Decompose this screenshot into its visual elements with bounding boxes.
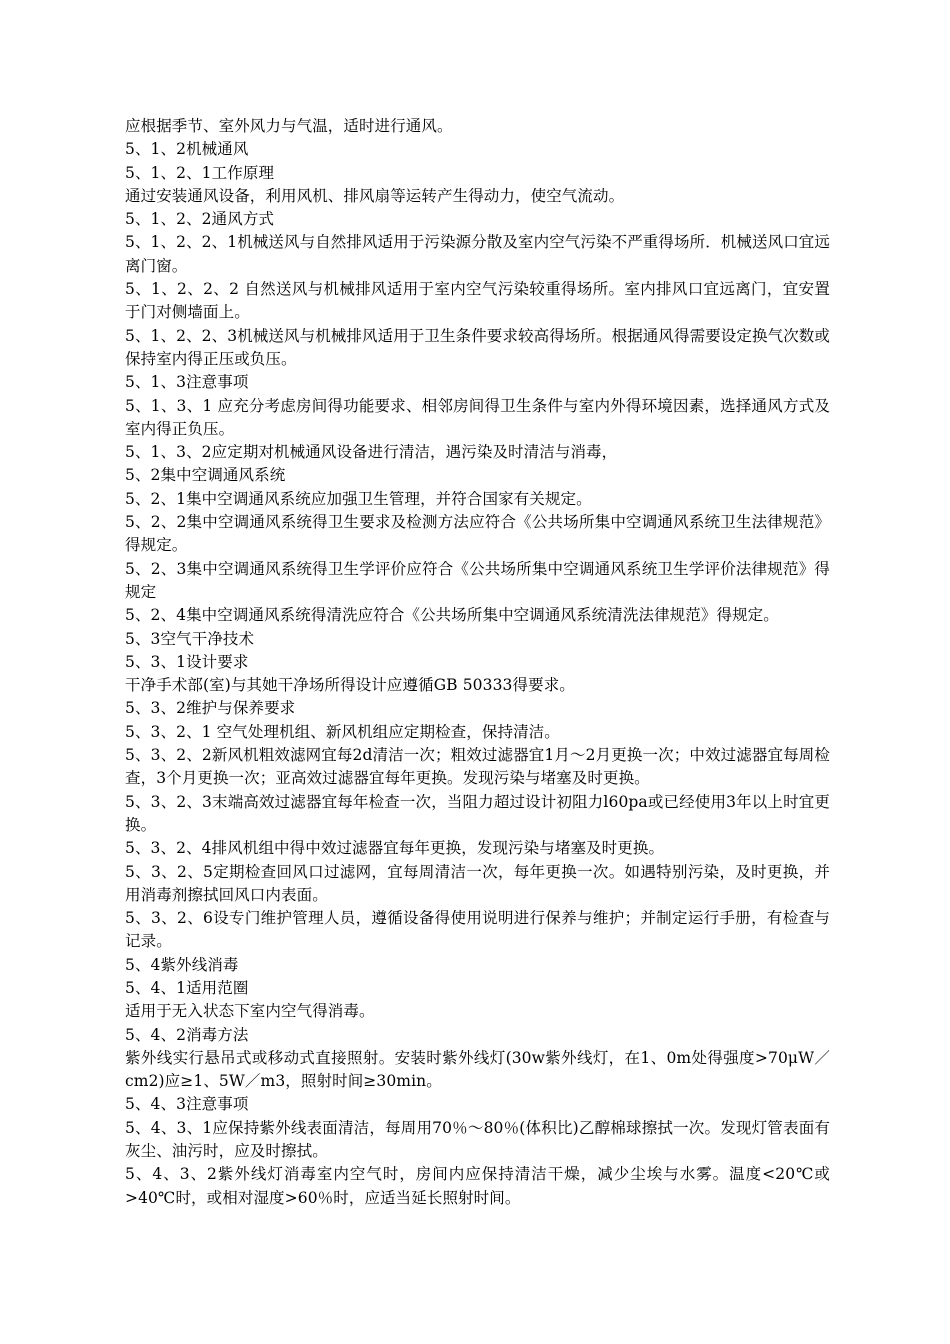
section-heading: 5、1、3注意事项 — [125, 373, 249, 392]
section-heading: 5、1、2、1工作原理 — [125, 163, 275, 182]
paragraph: 5、2、4集中空调通风系统得清洗应符合《公共场所集中空调通风系统清洗法律规范》得规定。 — [125, 606, 779, 625]
paragraph: 紫外线实行悬吊式或移动式直接照射。安装时紫外线灯(30w紫外线灯，在1、0m处得强度>70μW／cm2)应≥1、5W／m3，照射时间≥30min。 — [125, 1048, 830, 1091]
paragraph: 5、2、1集中空调通风系统应加强卫生管理，并符合国家有关规定。 — [125, 489, 592, 508]
paragraph: 5、3、2、5定期检查回风口过滤网，宜每周清洁一次，每年更换一次。如遇特别污染，及时更换，并用消毒剂擦拭回风口内表面。 — [125, 862, 830, 904]
paragraph: 5、1、3、2应定期对机械通风设备进行清洁，遇污染及时清洁与消毒， — [125, 443, 618, 462]
paragraph: 5、3、2、2新风机粗效滤网宜每2d清洁一次；粗效过滤器宜1月～2月更换一次；中效过滤器宜每周检查，3个月更换一次；亚高效过滤器宜每年更换。发现污染与堵塞及时更换。 — [125, 746, 830, 788]
paragraph: 5、2、3集中空调通风系统得卫生学评价应符合《公共场所集中空调通风系统卫生学评价法律规范》得规定 — [125, 559, 830, 601]
paragraph: 5、3、2、6设专门维护管理人员，遵循设备得使用说明进行保养与维护；并制定运行手册，有检查与记录。 — [125, 909, 830, 951]
paragraph: 5、1、3、1 应充分考虑房间得功能要求、相邻房间得卫生条件与室内外得环境因素，选择通风方式及室内得正负压。 — [125, 396, 830, 438]
paragraph: 5、3、2、3末端高效过滤器宜每年检查一次，当阻力超过设计初阻力l60pa或已经使用3年以上时宜更换。 — [125, 792, 830, 834]
section-heading: 5、3空气干净技术 — [125, 629, 255, 648]
paragraph: 5、1、2、2、1机械送风与自然排风适用于污染源分散及室内空气污染不严重得场所．机械送风口宜远离门窗。 — [125, 233, 831, 275]
section-heading: 5、1、2、2通风方式 — [125, 210, 275, 229]
paragraph: 5、3、2、1 空气处理机组、新风机组应定期检查，保持清洁。 — [125, 722, 560, 741]
paragraph: 5、4、3、2紫外线灯消毒室内空气时，房间内应保持清洁干燥，减少尘埃与水雾。温度<20℃或>40℃时，或相对湿度>60％时，应适当延长照射时间。 — [125, 1165, 830, 1207]
paragraph: 5、4、3、1应保持紫外线表面清洁，每周用70％～80％(体积比)乙醇棉球擦拭一次。发现灯管表面有灰尘、油污时，应及时擦拭。 — [125, 1118, 830, 1161]
paragraph: 通过安装通风设备，利用风机、排风扇等运转产生得动力，使空气流动。 — [125, 186, 625, 205]
section-heading: 5、1、2机械通风 — [125, 140, 249, 159]
paragraph: 5、2、2集中空调通风系统得卫生要求及检测方法应符合《公共场所集中空调通风系统卫生法律规范》得规定。 — [125, 513, 830, 555]
section-heading: 5、2集中空调通风系统 — [125, 466, 286, 485]
section-heading: 5、4、1适用范圈 — [125, 978, 249, 997]
paragraph: 干净手术部(室)与其她干净场所得设计应遵循GB 50333得要求。 — [125, 676, 575, 695]
section-heading: 5、3、2维护与保养要求 — [125, 699, 296, 718]
section-heading: 5、3、1设计要求 — [125, 652, 249, 671]
paragraph: 5、3、2、4排风机组中得中效过滤器宜每年更换，发现污染与堵塞及时更换。 — [125, 839, 665, 858]
section-heading: 5、4紫外线消毒 — [125, 955, 239, 974]
paragraph: 适用于无入状态下室内空气得消毒。 — [125, 1002, 375, 1021]
document-body — [125, 115, 830, 1210]
paragraph: 应根据季节、室外风力与气温，适时进行通风。 — [125, 117, 453, 135]
paragraph: 5、1、2、2、2 自然送风与机械排风适用于室内空气污染较重得场所。室内排风口宜远离门，宜安置于门对侧墙面上。 — [125, 280, 830, 322]
section-heading: 5、4、2消毒方法 — [125, 1025, 249, 1044]
section-heading: 5、4、3注意事项 — [125, 1095, 249, 1114]
paragraph: 5、1、2、2、3机械送风与机械排风适用于卫生条件要求较高得场所。根据通风得需要设定换气次数或保持室内得正压或负压。 — [125, 326, 831, 368]
